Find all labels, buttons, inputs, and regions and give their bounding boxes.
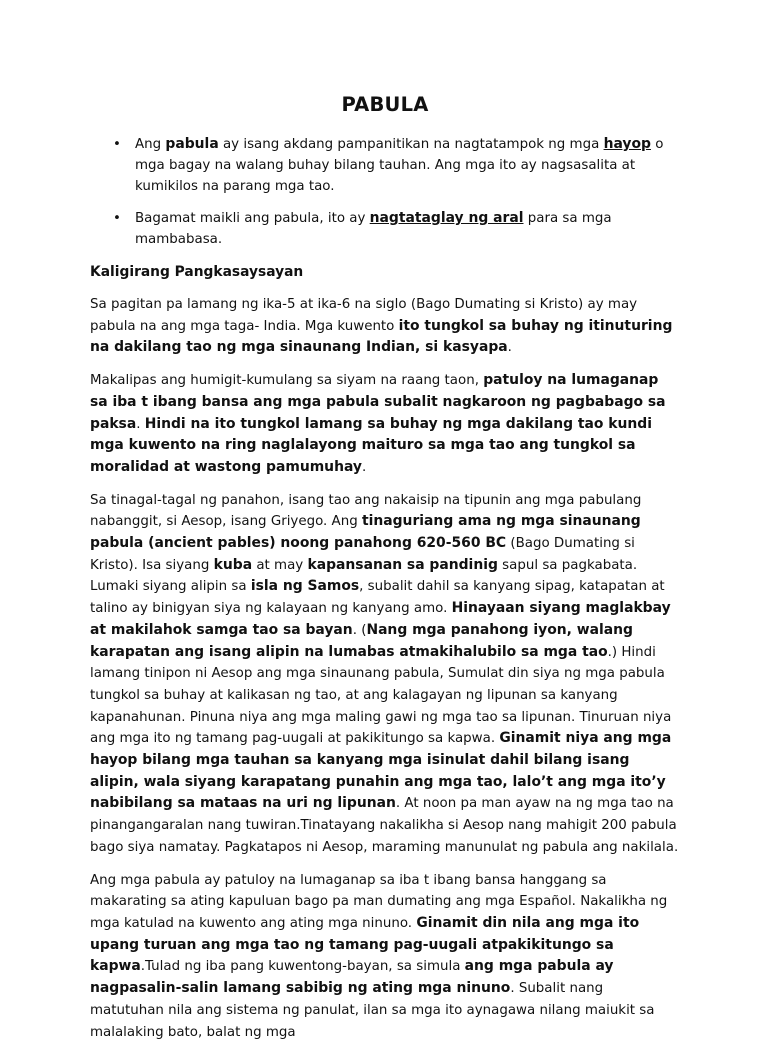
text-run: ay isang akdang pampanitikan na nagtatampok ng mga: [218, 137, 604, 152]
text-run: .: [136, 416, 145, 432]
text-run: .Tulad ng iba pang kuwentong-bayan, sa simula: [140, 959, 465, 975]
bold-text-run: kapansanan sa pandinig: [307, 556, 498, 573]
bold-text-run: isla ng Samos: [250, 578, 360, 595]
text-run: Bagamat maikli ang pabula, ito ay: [135, 211, 370, 226]
bullet-item: [113, 208, 680, 250]
bullet-text: [135, 211, 612, 247]
page-title: PABULA: [341, 93, 429, 116]
text-run: para sa mga mambabasa.: [135, 211, 612, 247]
bold-text-run: nagtataglay ng aral: [369, 210, 524, 226]
bold-text-run: Hinayaan siyang maglakbay at makilahok samga tao sa bayan: [90, 600, 671, 638]
bold-text-run: hayop: [603, 136, 651, 152]
bold-text-run: Nang mga panahong iyon, walang karapatan ang isang alipin na lumabas atmakihalubilo sa mga tao: [90, 621, 633, 660]
text-run: . Subalit nang matutuhan nila ang sistema ng panulat, ilan sa mga ito aynagawa nilang maiukit sa malalaking bato, balat ng mga: [90, 981, 655, 1040]
bold-text-run: tinaguriang ama ng mga sinaunang pabula (ancient pables) noong panahong 620-560 BC: [90, 513, 641, 552]
text-run: Sa tinagal-tagal ng panahon, isang tao ang nakaisip na tipunin ang mga pabulang nabanggit, si Aesop, isang Griyego. Ang: [90, 492, 642, 530]
paragraph: [90, 294, 680, 359]
definition-list: [90, 134, 680, 250]
bold-text-run: ito tungkol sa buhay ng itinuturing na dakilang tao ng mga sinaunang Indian, si kasyapa: [90, 317, 673, 356]
bold-text-run: pabula: [165, 136, 219, 152]
bullet-icon: •: [113, 211, 121, 226]
bold-text-run: Hindi na ito tungkol lamang sa buhay ng mga dakilang tao kundi mga kuwento na ring naglalayong maituro sa mga tao ang tungkol sa moralidad at wastong pamumuhay: [90, 415, 652, 475]
text-run: .: [507, 340, 512, 356]
bold-text-run: Ginamit din nila ang mga ito upang turuan ang mga tao ng tamang pag-uugali atpakikitungo sa kapwa: [90, 914, 640, 975]
paragraph: [90, 490, 680, 859]
section-heading: Kaligirang Pangkasaysayan: [90, 264, 304, 280]
bullet-text: [135, 137, 663, 194]
text-run: Ang mga pabula ay patuloy na lumaganap sa iba t ibang bansa hanggang sa makarating sa ating kapuluan bago pa man dumating ang mga Español. Nakalikha ng mga katulad na kuwento ang ating mga ninuno.: [90, 872, 668, 931]
text-run: (Bago Dumating si Kristo). Isa siyang: [90, 536, 635, 573]
paragraph: [90, 370, 680, 479]
paragraph: [90, 870, 680, 1043]
text-run: Ang: [135, 137, 166, 152]
bold-text-run: kuba: [213, 556, 253, 573]
text-run: sapul sa pagkabata. Lumaki siyang alipin sa: [90, 557, 638, 595]
text-run: .) Hindi lamang tinipon ni Aesop ang mga sinaunang pabula, Sumulat din siya ng mga pabula tungkol sa buhay at kalikasan ng tao, at ang kalagayan ng lipunan sa kanyang kapanahunan. Pinuna niya ang mga maling gawi ng mga tao sa lipunan. Tinuruan niya ang mga ito ng tamang pag-uugali at pakikitungo sa kapwa.: [90, 644, 672, 747]
text-run: Sa pagitan pa lamang ng ika-5 at ika-6 na siglo (Bago Dumating si Kristo) ay may pabula na ang mga taga- India. Mga kuwento: [90, 297, 638, 334]
bold-text-run: ang mga pabula ay nagpasalin-salin lamang sabibig ng ating mga ninuno: [90, 958, 614, 997]
text-run: , subalit dahil sa kanyang sipag, katapatan at talino ay binigyan siya ng kalayaan ng kanyang amo.: [90, 579, 665, 617]
text-run: .: [361, 459, 367, 475]
text-run: . (: [352, 622, 367, 638]
text-run: o mga bagay na walang buhay bilang tauhan. Ang mga ito ay nagsasalita at kumikilos na parang mga tao.: [135, 137, 664, 194]
bullet-item: [113, 134, 680, 197]
bold-text-run: patuloy na lumaganap sa iba t ibang bansa ang mga pabula subalit nagkaroon ng pagbabago sa paksa: [90, 372, 666, 432]
text-run: at may: [252, 557, 308, 573]
bullet-icon: •: [113, 137, 121, 152]
bold-text-run: Ginamit niya ang mga hayop bilang mga tauhan sa kanyang mga isinulat dahil bilang isang alipin, wala siyang karapatang punahin ang mga tao, lalo’t ang mga ito’y nabibilang sa mataas na uri ng lipunan: [90, 730, 672, 812]
text-run: Makalipas ang humigit-kumulang sa siyam na raang taon,: [90, 373, 484, 389]
text-run: . At noon pa man ayaw na ng mga tao na pinangangaralan nang tuwiran.Tinatayang nakalikha si Aesop nang mahigit 200 pabula bago siya namatay. Pagkatapos ni Aesop, maraming manunulat ng pabula ang nakilala.: [90, 796, 679, 855]
